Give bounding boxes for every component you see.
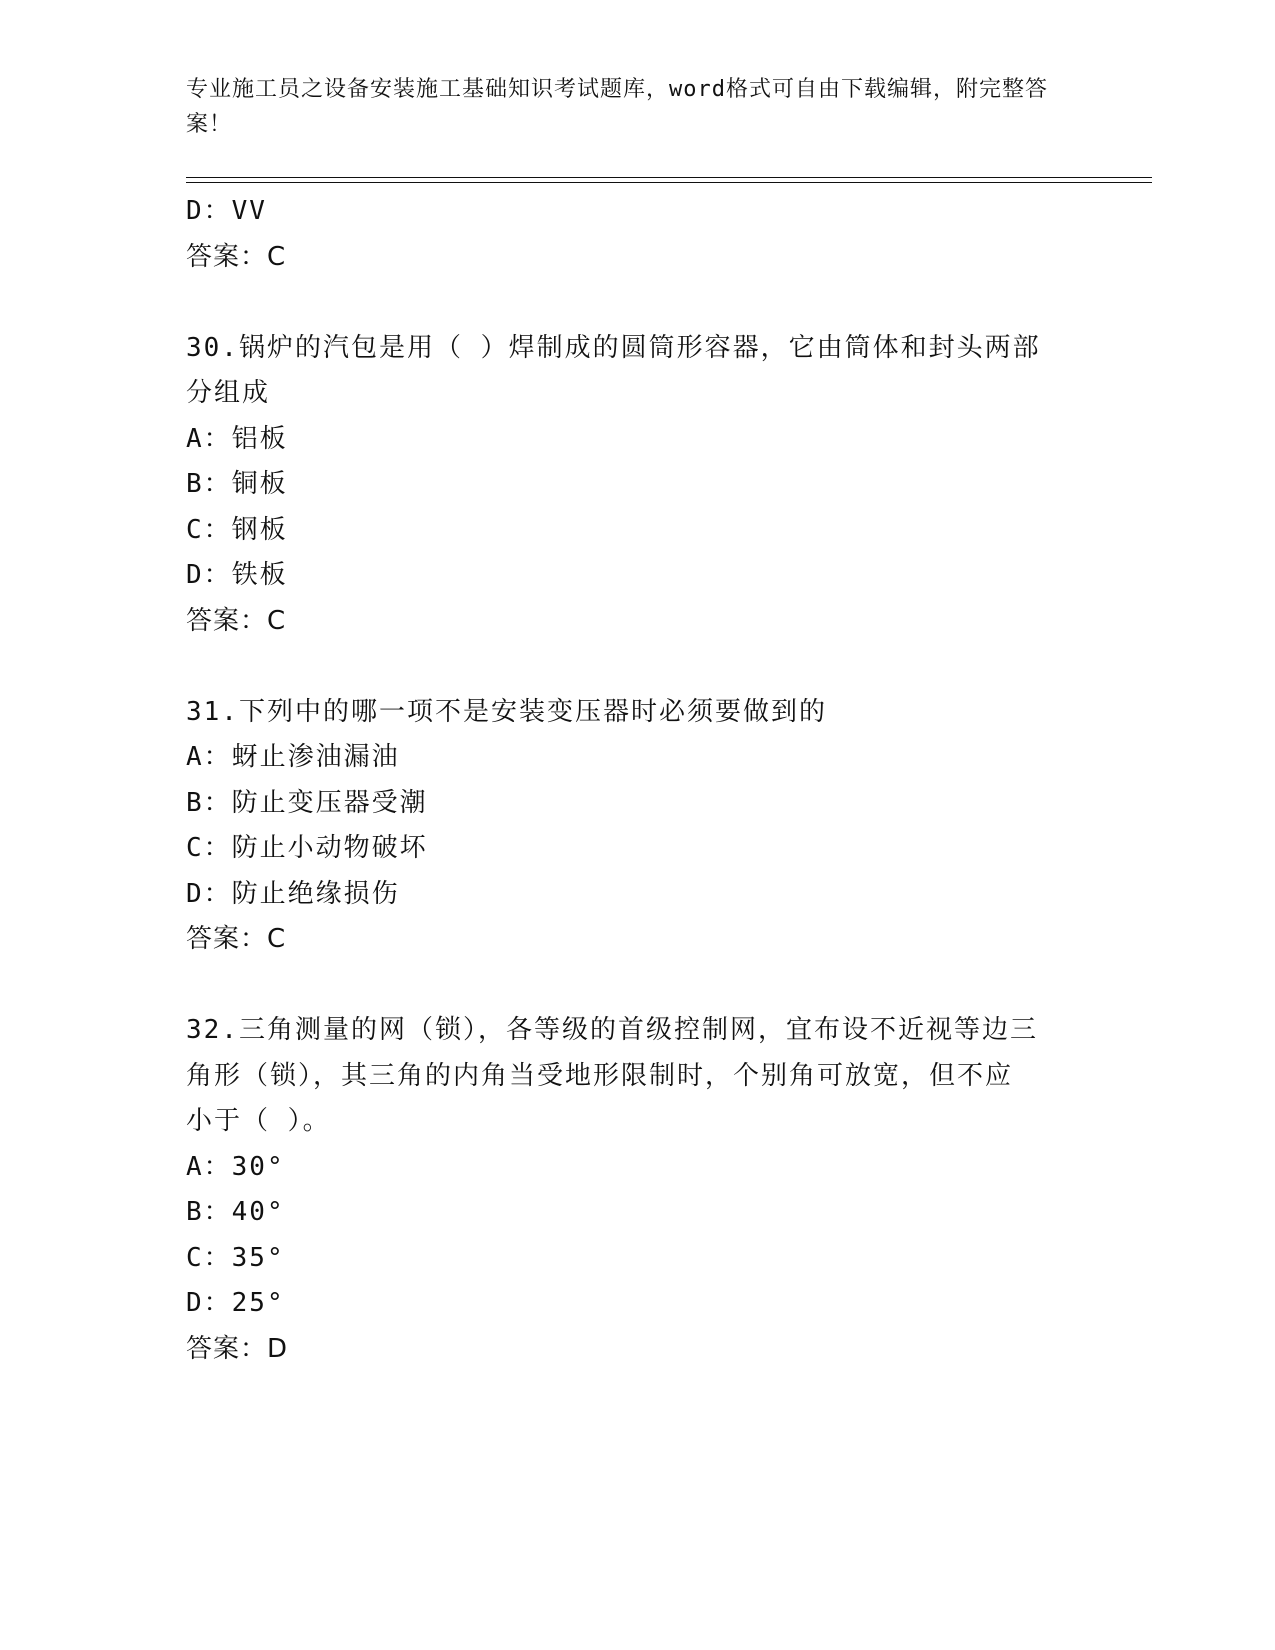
question-stem-line: 小于（ ）。 — [186, 1106, 331, 1136]
exam-content — [186, 189, 1086, 1372]
spacer — [186, 280, 1086, 326]
header-divider-bottom — [186, 182, 1152, 183]
answer-line: 答案：C — [186, 924, 287, 954]
question-stem-line: 30.锅炉的汽包是用（ ）焊制成的圆筒形容器，它由筒体和封头两部 — [186, 332, 1041, 363]
option-d: D：25° — [186, 1288, 285, 1318]
header-divider-top — [186, 177, 1152, 178]
option-d: D：防止绝缘损伤 — [186, 878, 400, 909]
question-31 — [186, 690, 1086, 963]
option-b: B：40° — [186, 1197, 285, 1227]
question-32 — [186, 1008, 1086, 1372]
option-d: D：VV — [186, 196, 267, 226]
option-c: C：防止小动物破坏 — [186, 833, 428, 863]
question-stem-line: 32.三角测量的网（锁），各等级的首级控制网，宜布设不近视等边三 — [186, 1015, 1038, 1045]
option-c: C：35° — [186, 1242, 285, 1273]
option-a: A：铝板 — [186, 423, 288, 454]
option-b: B：铜板 — [186, 469, 288, 499]
answer-line: 答案：D — [186, 1333, 289, 1364]
option-a: A：蚜止渗油漏油 — [186, 742, 400, 772]
question-stem-line: 角形（锁），其三角的内角当受地形限制时，个别角可放宽，但不应 — [186, 1060, 1014, 1091]
question-stem-line: 分组成 — [186, 378, 271, 408]
answer-line: 答案：C — [186, 241, 287, 272]
spacer — [186, 644, 1086, 690]
answer-line: 答案：C — [186, 605, 287, 636]
document-header: 专业施工员之设备安装施工基础知识考试题库，word格式可自由下载编辑，附完整答案！ — [186, 77, 1048, 137]
option-b: B：防止变压器受潮 — [186, 787, 428, 818]
question-30 — [186, 326, 1086, 645]
option-a: A：30° — [186, 1151, 285, 1182]
option-c: C：钢板 — [186, 514, 288, 545]
option-d: D：铁板 — [186, 560, 288, 590]
spacer — [186, 963, 1086, 1009]
question-fragment — [186, 189, 1086, 280]
question-stem-line: 31.下列中的哪一项不是安装变压器时必须要做到的 — [186, 696, 827, 727]
